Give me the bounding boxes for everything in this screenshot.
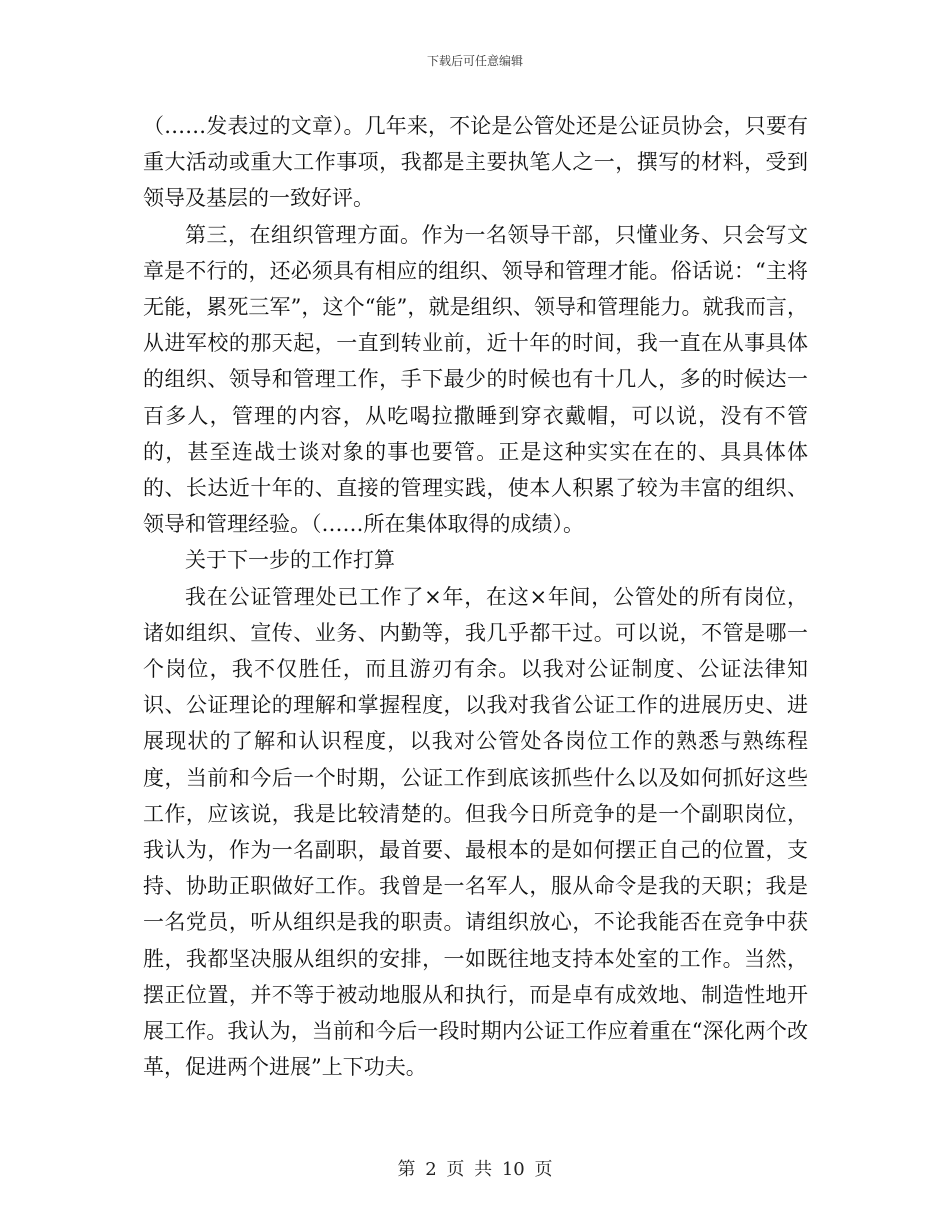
page-number-footer: 第 2 页 共 10 页: [397, 1159, 553, 1180]
section-heading-work-plan: 关于下一步的工作打算: [185, 548, 395, 573]
document-body: [143, 108, 808, 1085]
paragraph-previous-articles: （……发表过的文章）。几年来，不论是公管处还是公证员协会，只要有重大活动或重大工作事项，我都是主要执笔人之一，撰写的材料，受到领导及基层的一致好评。: [143, 114, 808, 211]
paragraph-organization-management: 第三，在组织管理方面。作为一名领导干部，只懂业务、只会写文章是不行的，还必须具有相应的组织、领导和管理才能。俗话说：“主将无能，累死三军”，这个“能”，就是组织、领导和管理能力。就我而言，从进军校的那天起，一直到转业前，近十年的时间，我一直在从事具体的组织、领导和管理工作，手下最少的时候也有十几人，多的时候达一百多人，管理的内容，从吃喝拉撒睡到穿衣戴帽，可以说，没有不管的，甚至连战士谈对象的事也要管。正是这种实实在在的、具具体体的、长达近十年的、直接的管理实践，使本人积累了较为丰富的组织、领导和管理经验。（……所在集体取得的成绩）。: [143, 222, 808, 537]
page-header: 下载后可任意编辑: [426, 54, 523, 68]
paragraph-work-plan: 我在公证管理处已工作了×年，在这×年间，公管处的所有岗位，诸如组织、宣传、业务、内勤等，我几乎都干过。可以说，不管是哪一个岗位，我不仅胜任，而且游刃有余。以我对公证制度、公证法律知识、公证理论的理解和掌握程度，以我对我省公证工作的进展历史、进展现状的了解和认识程度，以我对公管处各岗位工作的熟悉与熟练程度，当前和今后一个时期，公证工作到底该抓些什么以及如何抓好这些工作，应该说，我是比较清楚的。但我今日所竞争的是一个副职岗位，我认为，作为一名副职，最首要、最根本的是如何摆正自己的位置，支持、协助正职做好工作。我曾是一名军人，服从命令是我的天职；我是一名党员，听从组织是我的职责。请组织放心，不论我能否在竞争中获胜，我都坚决服从组织的安排，一如既往地支持本处室的工作。当然，摆正位置，并不等于被动地服从和执行，而是卓有成效地、制造性地开展工作。我认为，当前和今后一段时期内公证工作应着重在“深化两个改革，促进两个进展”上下功夫。: [143, 584, 808, 1080]
